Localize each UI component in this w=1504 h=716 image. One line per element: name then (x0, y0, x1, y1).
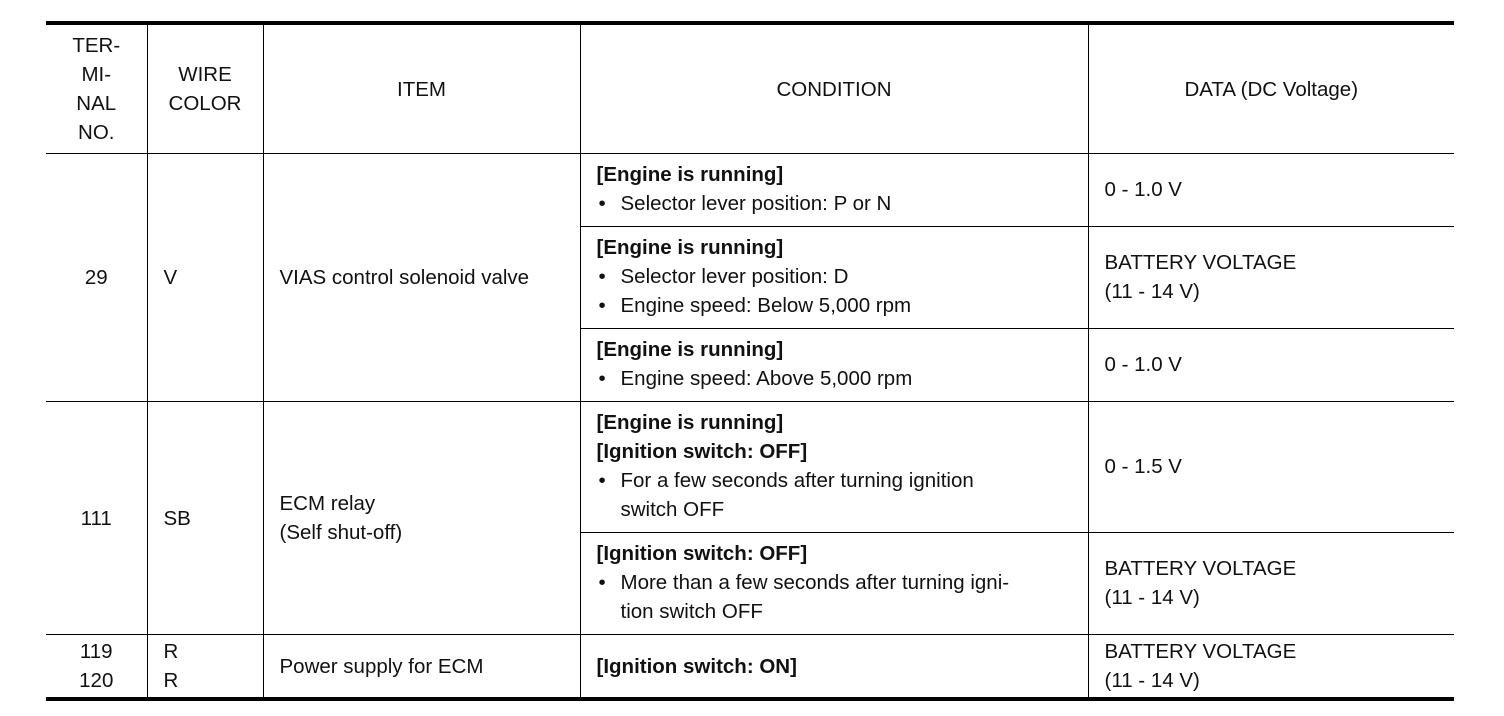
data-cell: BATTERY VOLTAGE (11 - 14 V) (1088, 227, 1454, 329)
condition-cell: [Engine is running] • Engine speed: Above 5,000 rpm (580, 329, 1088, 402)
data-cell: 0 - 1.0 V (1088, 329, 1454, 402)
data-cell: BATTERY VOLTAGE (11 - 14 V) (1088, 533, 1454, 635)
condition-cell: [Ignition switch: OFF] • More than a few seconds after turning igni- tion switch OFF (580, 533, 1088, 635)
item-cell: Power supply for ECM (263, 635, 580, 700)
terminal-number-cell: 29 (46, 154, 147, 402)
header-data: DATA (DC Voltage) (1088, 23, 1454, 154)
ecm-terminal-table (46, 21, 1454, 701)
header-item: ITEM (263, 23, 580, 154)
wire-color-cell: R R (147, 635, 263, 700)
item-cell: VIAS control solenoid valve (263, 154, 580, 402)
bullet-item: • For a few seconds after turning ignition switch OFF (597, 466, 1072, 524)
header-wire-color: WIRE COLOR (147, 23, 263, 154)
data-cell: 0 - 1.0 V (1088, 154, 1454, 227)
condition-cell: [Ignition switch: ON] (580, 635, 1088, 700)
table-header-row (46, 23, 1454, 154)
table-row (46, 635, 1454, 700)
terminal-number-cell: 119 120 (46, 635, 147, 700)
condition-cell: [Engine is running] • Selector lever position: D • Engine speed: Below 5,000 rpm (580, 227, 1088, 329)
item-cell: ECM relay (Self shut-off) (263, 402, 580, 635)
terminal-number-cell: 111 (46, 402, 147, 635)
wire-color-cell: SB (147, 402, 263, 635)
bullet-item: • More than a few seconds after turning igni- tion switch OFF (597, 568, 1072, 626)
data-cell: BATTERY VOLTAGE (11 - 14 V) (1088, 635, 1454, 700)
condition-cell: [Engine is running] • Selector lever position: P or N (580, 154, 1088, 227)
header-condition: CONDITION (580, 23, 1088, 154)
table-row (46, 402, 1454, 533)
table-row (46, 154, 1454, 227)
header-terminal-no: TER- MI- NAL NO. (46, 23, 147, 154)
wire-color-cell: V (147, 154, 263, 402)
condition-cell: [Engine is running] [Ignition switch: OFF] • For a few seconds after turning ignition switch OFF (580, 402, 1088, 533)
data-cell: 0 - 1.5 V (1088, 402, 1454, 533)
